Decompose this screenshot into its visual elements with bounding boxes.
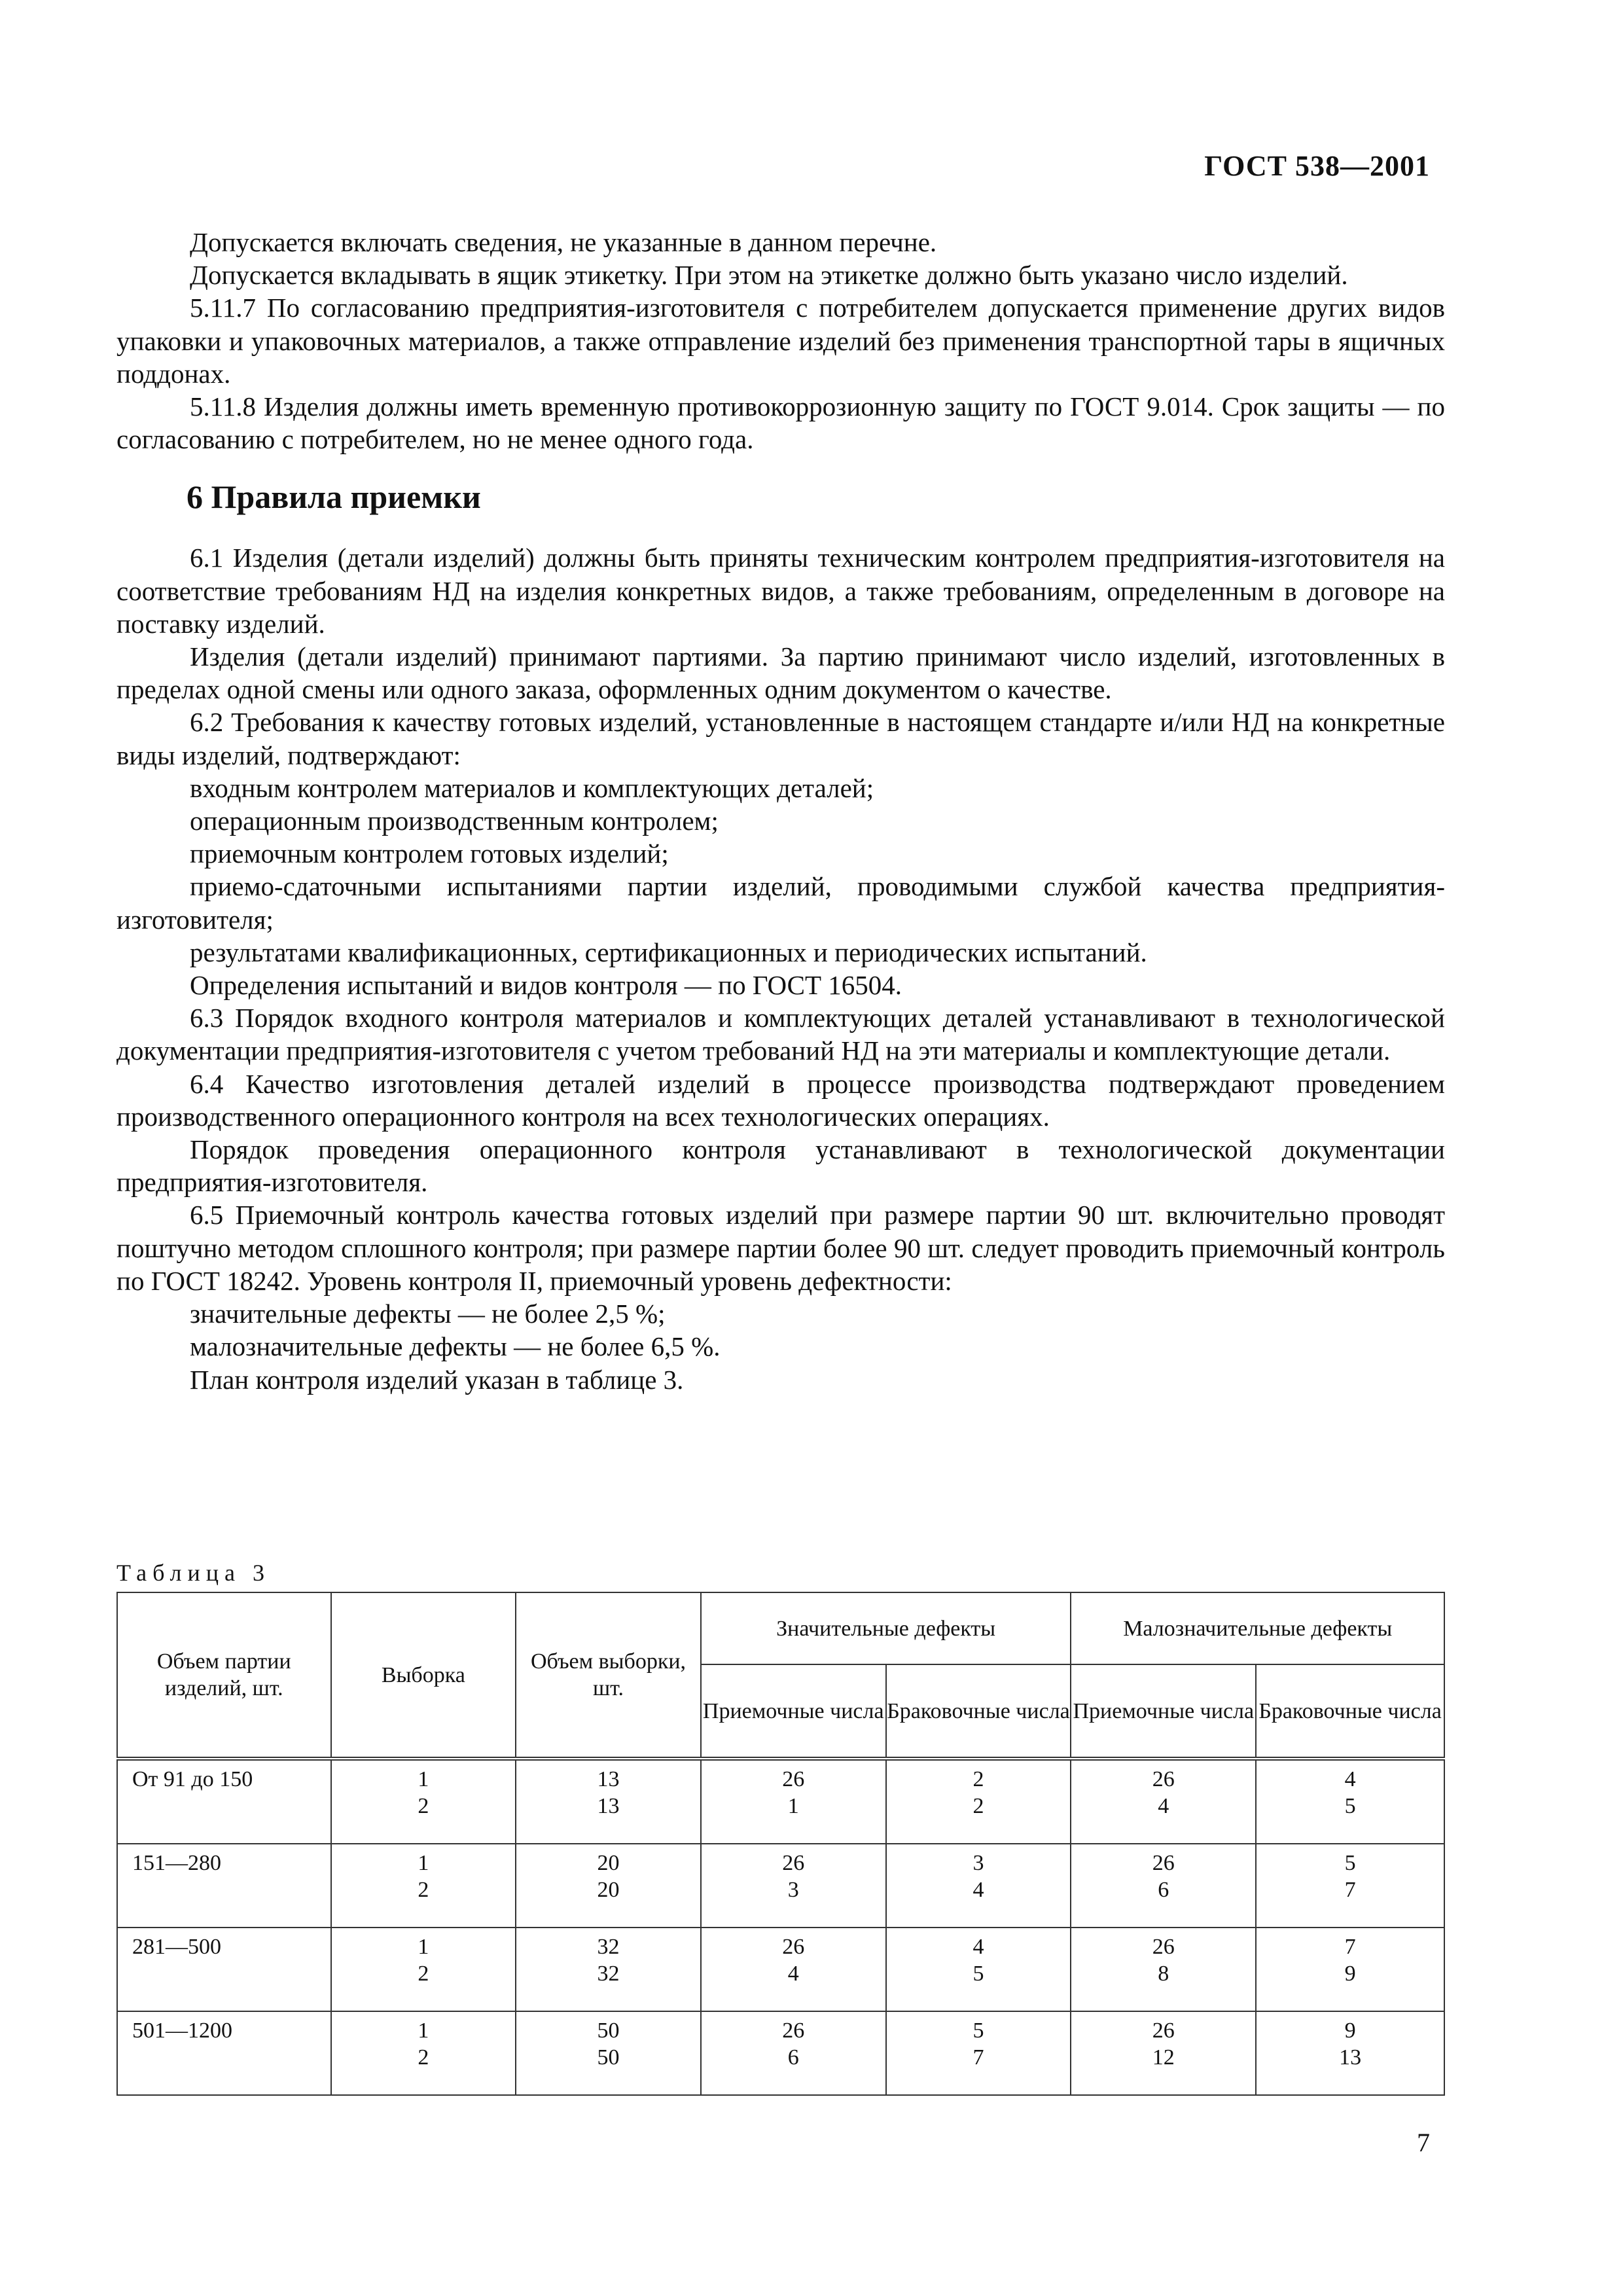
cell-value: 13 <box>597 1767 620 1791</box>
header-minor-defects: Малозначительные дефекты <box>1071 1592 1444 1664</box>
cell-value: 1 <box>418 2018 429 2043</box>
table-row <box>117 2011 1444 2095</box>
paragraph: 5.11.7 По согласованию предприятия-изготовителя с потребителем допускается применение других видов упаковки и упаковочных материалов, а также отправление изделий без применения транспортной тары в ящичных поддонах. <box>116 293 1445 389</box>
paragraph: План контроля изделий указан в таблице 3. <box>190 1364 684 1395</box>
minor-reject-cell <box>1256 2011 1444 2095</box>
major-reject-cell <box>886 2011 1071 2095</box>
list-item: малозначительные дефекты — не более 6,5 %. <box>190 1331 721 1362</box>
cell-value: 3 <box>787 1878 799 1902</box>
cell-value: 4 <box>972 1878 984 1902</box>
paragraph: 6.2 Требования к качеству готовых изделий, установленные в настоящем стандарте и/или НД на конкретные виды изделий, подтверждают: <box>116 707 1445 770</box>
cell-value: 26 <box>1152 1935 1175 1959</box>
cell-value: 50 <box>597 2018 620 2043</box>
paragraph: Допускается вкладывать в ящик этикетку. При этом на этикетке должно быть указано число изделий. <box>190 260 1348 291</box>
paragraph: Изделия (детали изделий) принимают партиями. За партию принимают число изделий, изготовленных в пределах одной смены или одного заказа, оформленных одним документом о качестве. <box>116 641 1445 705</box>
sample-cell <box>331 1759 516 1844</box>
sample-cell <box>331 1928 516 2011</box>
cell-value: 26 <box>1152 1767 1175 1791</box>
cell-value: 5 <box>1344 1794 1356 1818</box>
sample-size-cell <box>516 1759 701 1844</box>
cell-value: 1 <box>418 1935 429 1959</box>
list-item: приемо-сдаточными испытаниями партии изделий, проводимыми службой качества предприятия-изготовителя; <box>116 871 1445 935</box>
cell-value: 1 <box>418 1851 429 1875</box>
paragraph: Определения испытаний и видов контроля — по ГОСТ 16504. <box>190 970 902 1001</box>
cell-value: 4 <box>787 1962 799 1986</box>
paragraph: 6.4 Качество изготовления деталей изделий в процессе производства подтверждают проведением производственного операционного контроля на всех технологических операциях. <box>116 1068 1445 1132</box>
sample-cell <box>331 1844 516 1928</box>
cell-value: 6 <box>1158 1878 1169 1902</box>
cell-value: 4 <box>1158 1794 1169 1818</box>
header-major-defects: Значительные дефекты <box>701 1592 1071 1664</box>
cell-value: 5 <box>972 2018 984 2043</box>
major-accept-cell <box>701 2011 886 2095</box>
header-sample: Выборка <box>331 1592 516 1759</box>
section-title: 6 Правила приемки <box>187 478 481 516</box>
cell-value: 5 <box>1344 1851 1356 1875</box>
header-minor-reject: Браковочные числа <box>1256 1664 1444 1759</box>
cell-value: 12 <box>1152 2045 1175 2070</box>
lot-range-cell: 151—280 <box>117 1844 331 1928</box>
cell-value: 2 <box>418 1794 429 1818</box>
paragraph: 5.11.8 Изделия должны иметь временную противокоррозионную защиту по ГОСТ 9.014. Срок защиты — по согласованию с потребителем, но не менее одного года. <box>116 391 1445 455</box>
sampling-plan-table <box>116 1592 1445 2096</box>
cell-value: 26 <box>1152 2018 1175 2043</box>
header-lot-size: Объем партии изделий, шт. <box>117 1592 331 1759</box>
minor-reject-cell <box>1256 1844 1444 1928</box>
lot-range-cell: От 91 до 150 <box>117 1759 331 1844</box>
header-major-reject: Браковочные числа <box>886 1664 1071 1759</box>
cell-value: 32 <box>597 1962 620 1986</box>
header-major-accept: Приемочные числа <box>701 1664 886 1759</box>
lot-range-cell: 281—500 <box>117 1928 331 2011</box>
paragraph: Порядок проведения операционного контроля устанавливают в технологической документации предприятия-изготовителя. <box>116 1134 1445 1198</box>
sample-size-cell <box>516 1928 701 2011</box>
table-row <box>117 1928 1444 2011</box>
table-row <box>117 1844 1444 1928</box>
major-accept-cell <box>701 1844 886 1928</box>
cell-value: 1 <box>787 1794 799 1818</box>
paragraph: 6.1 Изделия (детали изделий) должны быть приняты техническим контролем предприятия-изготовителя на соответствие требованиям НД на изделия конкретных видов, а также требованиям, определенным в договоре на поставку изделий. <box>116 543 1445 639</box>
list-item: приемочным контролем готовых изделий; <box>190 838 669 869</box>
cell-value: 6 <box>787 2045 799 2070</box>
cell-value: 7 <box>1344 1935 1356 1959</box>
list-item: операционным производственным контролем; <box>190 806 719 836</box>
paragraph: Допускается включать сведения, не указанные в данном перечне. <box>190 227 937 257</box>
cell-value: 4 <box>1344 1767 1356 1791</box>
cell-value: 13 <box>1339 2045 1362 2070</box>
paragraph: 6.3 Порядок входного контроля материалов и комплектующих деталей устанавливают в технологической документации предприятия-изготовителя с учетом требований НД на эти материалы и комплектующие детали. <box>116 1003 1445 1066</box>
major-reject-cell <box>886 1759 1071 1844</box>
document-body <box>116 226 1445 1396</box>
minor-accept-cell <box>1071 2011 1256 2095</box>
minor-reject-cell <box>1256 1759 1444 1844</box>
cell-value: 26 <box>782 1851 805 1875</box>
document-code-header: ГОСТ 538—2001 <box>1204 150 1430 182</box>
major-accept-cell <box>701 1759 886 1844</box>
table-row <box>117 1759 1444 1844</box>
cell-value: 5 <box>972 1962 984 1986</box>
sample-cell <box>331 2011 516 2095</box>
major-reject-cell <box>886 1928 1071 2011</box>
lot-range-cell: 501—1200 <box>117 2011 331 2095</box>
cell-value: 2 <box>972 1794 984 1818</box>
minor-accept-cell <box>1071 1759 1256 1844</box>
list-item: значительные дефекты — не более 2,5 %; <box>190 1299 666 1329</box>
cell-value: 9 <box>1344 2018 1356 2043</box>
sample-size-cell <box>516 1844 701 1928</box>
cell-value: 2 <box>418 2045 429 2070</box>
cell-value: 1 <box>418 1767 429 1791</box>
header-sample-size: Объем выборки, шт. <box>516 1592 701 1759</box>
minor-accept-cell <box>1071 1844 1256 1928</box>
paragraph: 6.5 Приемочный контроль качества готовых изделий при размере партии 90 шт. включительно проводят поштучно методом сплошного контроля; при размере партии более 90 шт. следует проводить приемочный контроль по ГОСТ 18242. Уровень контроля II, приемочный уровень дефектности: <box>116 1200 1445 1296</box>
cell-value: 3 <box>972 1851 984 1875</box>
cell-value: 4 <box>972 1935 984 1959</box>
sample-size-cell <box>516 2011 701 2095</box>
cell-value: 20 <box>597 1878 620 1902</box>
major-reject-cell <box>886 1844 1071 1928</box>
cell-value: 9 <box>1344 1962 1356 1986</box>
cell-value: 20 <box>597 1851 620 1875</box>
cell-value: 26 <box>782 1935 805 1959</box>
minor-accept-cell <box>1071 1928 1256 2011</box>
page-number: 7 <box>1417 2128 1430 2157</box>
cell-value: 13 <box>597 1794 620 1818</box>
cell-value: 2 <box>972 1767 984 1791</box>
list-item: входным контролем материалов и комплектующих деталей; <box>190 772 874 803</box>
table-caption: Таблица 3 <box>116 1560 270 1586</box>
cell-value: 50 <box>597 2045 620 2070</box>
cell-value: 26 <box>782 1767 805 1791</box>
cell-value: 26 <box>782 2018 805 2043</box>
cell-value: 26 <box>1152 1851 1175 1875</box>
list-item: результатами квалификационных, сертификационных и периодических испытаний. <box>190 937 1147 967</box>
major-accept-cell <box>701 1928 886 2011</box>
cell-value: 8 <box>1158 1962 1169 1986</box>
cell-value: 2 <box>418 1962 429 1986</box>
cell-value: 7 <box>972 2045 984 2070</box>
cell-value: 32 <box>597 1935 620 1959</box>
header-minor-accept: Приемочные числа <box>1071 1664 1256 1759</box>
cell-value: 2 <box>418 1878 429 1902</box>
minor-reject-cell <box>1256 1928 1444 2011</box>
cell-value: 7 <box>1344 1878 1356 1902</box>
